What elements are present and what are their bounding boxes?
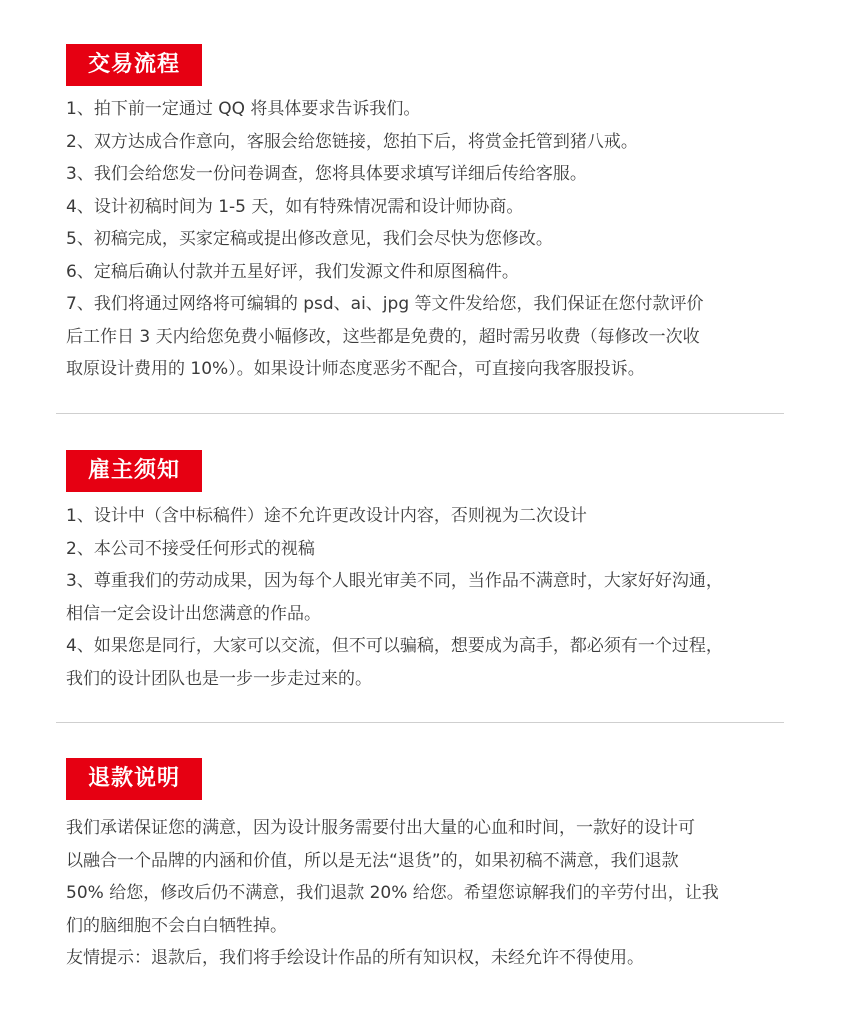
paragraph-line: 我们承诺保证您的满意，因为设计服务需要付出大量的心血和时间，一款好的设计可 (66, 818, 695, 838)
list-item: 1、拍下前一定通过 QQ 将具体要求告诉我们。 (66, 99, 421, 119)
list-item: 3、我们会给您发一份问卷调查，您将具体要求填写详细后传给客服。 (66, 164, 587, 184)
list-item: 相信一定会设计出您满意的作品。 (66, 603, 321, 624)
list-item: 3、尊重我们的劳动成果，因为每个人眼光审美不同，当作品不满意时，大家好好沟通， (66, 571, 723, 591)
list-item: 6、定稿后确认付款并五星好评，我们发源文件和原图稿件。 (66, 261, 519, 282)
section-title-employer-notice: 雇主须知 (66, 450, 202, 492)
paragraph-line: 们的脑细胞不会白白牺牲掉。 (66, 915, 287, 936)
list-item: 4、设计初稿时间为 1-5 天，如有特殊情况需和设计师协商。 (66, 196, 524, 217)
list-item: 7、我们将通过网络将可编辑的 psd、ai、jpg 等文件发给您，我们保证在您付款评价 (66, 294, 704, 314)
transaction-process-list (66, 93, 790, 386)
paragraph-line: 50% 给您，修改后仍不满意，我们退款 20% 给您。希望您谅解我们的辛劳付出，让我 (66, 883, 719, 903)
friendly-reminder: 友情提示：退款后，我们将手绘设计作品的所有知识权，未经允许不得使用。 (66, 948, 644, 968)
section-title-refund-policy: 退款说明 (66, 758, 202, 800)
paragraph-line: 以融合一个品牌的内涵和价值，所以是无法“退货”的，如果初稿不满意，我们退款 (66, 850, 679, 871)
section-title-transaction-process: 交易流程 (66, 44, 202, 86)
refund-policy-text (66, 812, 790, 975)
list-item: 我们的设计团队也是一步一步走过来的。 (66, 668, 372, 689)
list-item: 2、双方达成合作意向，客服会给您链接，您拍下后，将赏金托管到猪八戒。 (66, 131, 638, 152)
list-item: 1、设计中（含中标稿件）途不允许更改设计内容，否则视为二次设计 (66, 506, 587, 526)
list-item: 4、如果您是同行，大家可以交流，但不可以骗稿，想要成为高手，都必须有一个过程， (66, 636, 723, 656)
list-item: 2、本公司不接受任何形式的视稿 (66, 538, 315, 559)
employer-notice-list (66, 500, 790, 695)
section-divider (56, 413, 784, 414)
list-item: 5、初稿完成，买家定稿或提出修改意见，我们会尽快为您修改。 (66, 229, 553, 249)
list-item: 后工作日 3 天内给您免费小幅修改，这些都是免费的，超时需另收费（每修改一次收 (66, 326, 700, 347)
list-item: 取原设计费用的 10%）。如果设计师态度恶劣不配合，可直接向我客服投诉。 (66, 359, 645, 379)
section-divider (56, 722, 784, 723)
